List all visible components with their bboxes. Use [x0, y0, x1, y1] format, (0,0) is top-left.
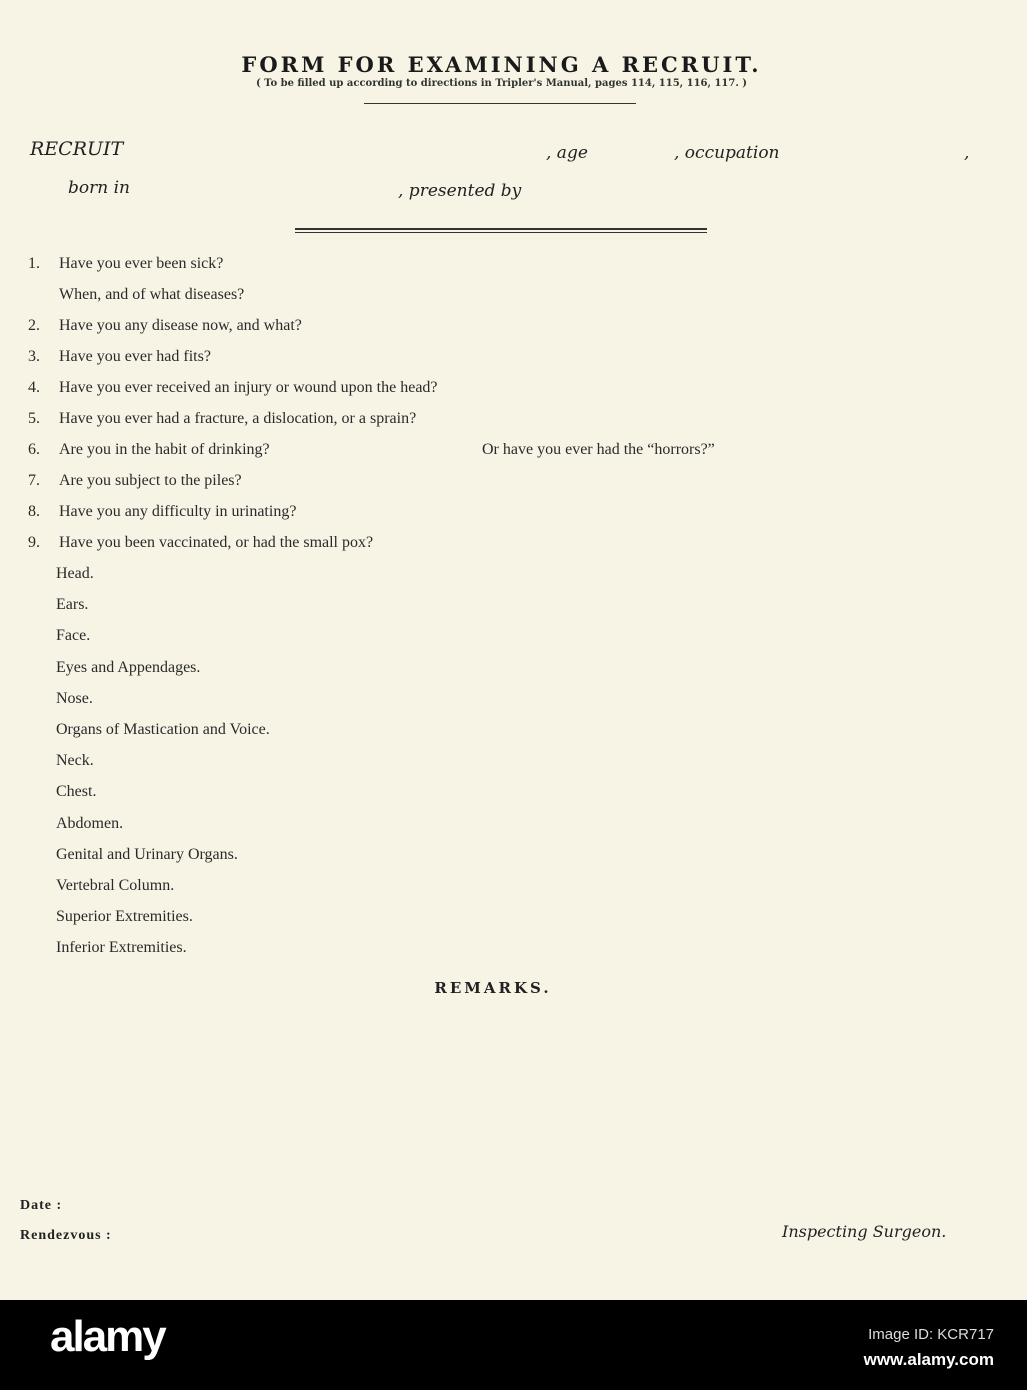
- question-number: 3.: [28, 348, 40, 365]
- body-part-item: Genital and Urinary Organs.: [56, 845, 238, 863]
- divider-double-top: [295, 228, 707, 230]
- question-number: 1.: [28, 255, 40, 272]
- body-part-item: Inferior Extremities.: [56, 939, 187, 957]
- inspecting-surgeon-label: Inspecting Surgeon.: [782, 1222, 947, 1241]
- age-label: , age: [546, 143, 588, 163]
- form-subtitle: ( To be filled up according to directions in Tripler's Manual, pages 114, 115, 116, 117. ): [255, 78, 748, 89]
- body-part-item: Chest.: [56, 783, 97, 801]
- question-text: Are you in the habit of drinking?: [59, 441, 270, 458]
- body-part-item: Face.: [56, 627, 91, 645]
- question-text: Have you ever received an injury or wound upon the head?: [59, 379, 438, 396]
- body-part-item: Nose.: [56, 689, 93, 707]
- body-part-item: Ears.: [56, 596, 89, 614]
- question-number: 4.: [28, 379, 40, 396]
- question-text: Have you any disease now, and what?: [59, 317, 302, 334]
- divider-double-bottom: [295, 232, 707, 233]
- alamy-logo: alamy: [50, 1312, 165, 1361]
- occupation-label: , occupation: [674, 143, 780, 163]
- body-part-item: Organs of Mastication and Voice.: [56, 721, 270, 738]
- question-text: Have you been vaccinated, or had the small pox?: [59, 534, 374, 551]
- rendezvous-label: Rendezvous :: [20, 1228, 112, 1243]
- body-part-item: Neck.: [56, 752, 94, 770]
- question-text: Are you subject to the piles?: [59, 472, 242, 489]
- question-text: Have you any difficulty in urinating?: [59, 503, 297, 520]
- question-text: Have you ever been sick?: [59, 255, 224, 272]
- question-number: 2.: [28, 317, 40, 334]
- question-number: 7.: [28, 472, 40, 489]
- alamy-url: www.alamy.com: [863, 1350, 994, 1369]
- question-number: 6.: [28, 441, 40, 458]
- question-text: When, and of what diseases?: [59, 286, 245, 303]
- image-id: Image ID: KCR717: [868, 1326, 994, 1343]
- body-part-item: Eyes and Appendages.: [56, 658, 201, 676]
- comma: ,: [964, 143, 970, 163]
- remarks-heading: REMARKS.: [434, 979, 552, 997]
- question-number: 5.: [28, 410, 40, 427]
- question-text: Have you ever had a fracture, a dislocation, or a sprain?: [59, 410, 417, 427]
- date-label: Date :: [20, 1198, 63, 1213]
- recruit-label: RECRUIT: [30, 138, 124, 160]
- question-number: 9.: [28, 534, 40, 551]
- question-text: Have you ever had fits?: [59, 348, 211, 365]
- born-in-label: born in: [68, 178, 130, 198]
- question-extra-text: Or have you ever had the “horrors?”: [482, 441, 715, 458]
- divider: [364, 103, 636, 104]
- question-number: 8.: [28, 503, 40, 520]
- body-part-item: Vertebral Column.: [56, 877, 175, 894]
- presented-by-label: , presented by: [398, 181, 522, 201]
- form-title: FORM FOR EXAMINING A RECRUIT.: [241, 52, 762, 77]
- body-part-item: Head.: [56, 565, 94, 582]
- body-part-item: Superior Extremities.: [56, 908, 193, 926]
- body-part-item: Abdomen.: [56, 814, 124, 832]
